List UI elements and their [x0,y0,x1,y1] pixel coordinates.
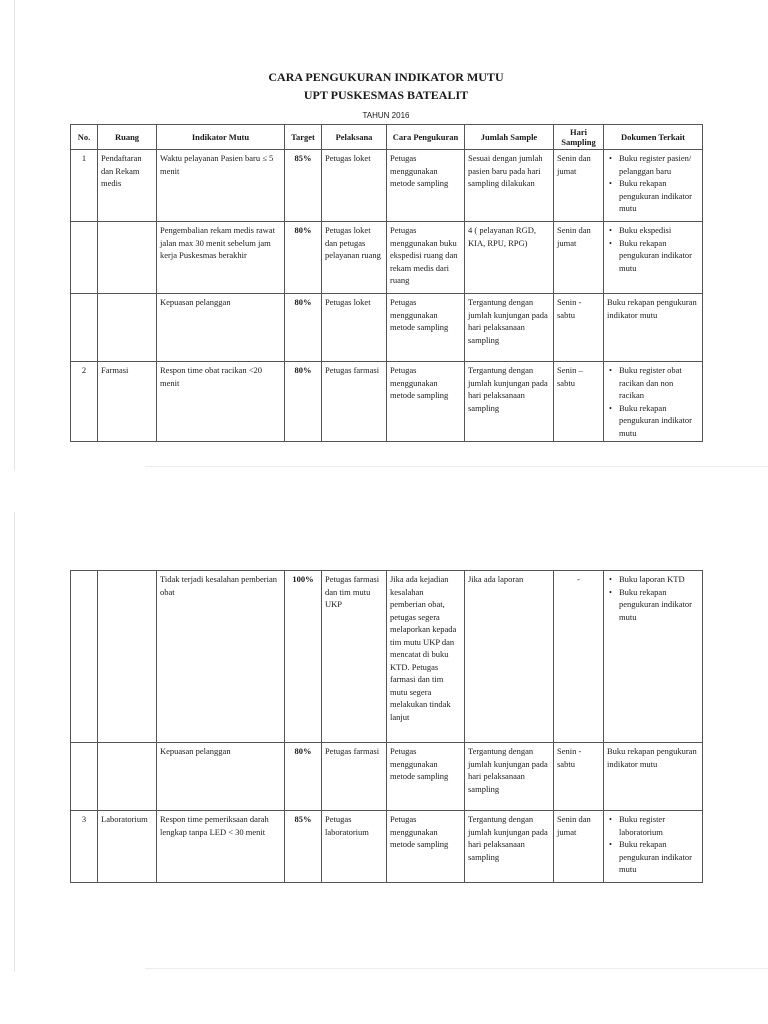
cell-hari: Senin dan jumat [554,222,604,294]
document-year: TAHUN 2016 [362,111,410,120]
page-edge-left [14,512,15,972]
table-row [71,362,703,442]
cell-indikator: Waktu pelayanan Pasien baru ≤ 5 menit [157,150,285,222]
cell-target: 80% [285,362,322,442]
dokumen-list [607,364,699,439]
dokumen-item: • Buku laporan KTD [619,573,699,586]
cell-hari: Senin - sabtu [554,294,604,362]
cell-target: 80% [285,743,322,811]
cell-cara: Petugas menggunakan metode sampling [387,743,465,811]
cell-dokumen [604,150,703,222]
cell-jumlah: Tergantung dengan jumlah kunjungan pada hari pelaksanaan sampling [465,743,554,811]
cell-cara: Petugas menggunakan metode sampling [387,294,465,362]
cell-no [71,222,98,294]
header-pelaksana: Pelaksana [322,125,387,150]
page-edge-left [14,0,15,470]
cell-ruang: Pendaftaran dan Rekam medis [98,150,157,222]
cell-hari: Senin – sabtu [554,362,604,442]
table-row [71,571,703,743]
table-header-row [71,125,703,150]
indicator-table-page-2 [70,570,703,883]
cell-indikator: Respon time obat racikan <20 menit [157,362,285,442]
cell-ruang: Farmasi [98,362,157,442]
cell-ruang [98,294,157,362]
header-hari: Hari Sampling [554,125,604,150]
dokumen-item: • Buku ekspedisi [619,224,699,237]
dokumen-list [607,152,699,215]
cell-ruang: Laboratorium [98,811,157,883]
cell-pelaksana: Petugas loket [322,294,387,362]
table-row [71,222,703,294]
header-indikator: Indikator Mutu [157,125,285,150]
document-page-2 [0,512,768,972]
dokumen-list [607,224,699,274]
header-target: Target [285,125,322,150]
table-row [71,294,703,362]
cell-dokumen [604,362,703,442]
dokumen-item: • Buku register laboratorium [619,813,699,838]
header-jumlah: Jumlah Sample [465,125,554,150]
dokumen-item: • Buku rekapan pengukuran indikator mutu [619,586,699,624]
table-row [71,150,703,222]
cell-hari: Senin - sabtu [554,743,604,811]
cell-target: 80% [285,294,322,362]
table-row [71,743,703,811]
document-page-1 [0,0,768,470]
dokumen-item: • Buku register pasien/ pelanggan baru [619,152,699,177]
cell-hari: Senin dan jumat [554,150,604,222]
cell-cara: Petugas menggunakan metode sampling [387,362,465,442]
cell-target: 80% [285,222,322,294]
document-title-line-2: UPT PUSKESMAS BATEALIT [303,88,469,102]
cell-jumlah: Tergantung dengan jumlah kunjungan pada hari pelaksanaan sampling [465,811,554,883]
cell-no: 1 [71,150,98,222]
dokumen-item: • Buku register obat racikan dan non racikan [619,364,699,402]
cell-no [71,294,98,362]
header-cara: Cara Pengukuran [387,125,465,150]
dokumen-item: • Buku rekapan pengukuran indikator mutu [619,838,699,876]
cell-indikator: Pengembalian rekam medis rawat jalan max 30 menit sebelum jam kerja Puskesmas berakhir [157,222,285,294]
cell-no [71,571,98,743]
dokumen-list [607,573,699,623]
cell-indikator: Tidak terjadi kesalahan pemberian obat [157,571,285,743]
cell-dokumen [604,222,703,294]
cell-cara: Petugas menggunakan buku ekspedisi ruang dan rekam medis dari ruang [387,222,465,294]
cell-jumlah: Jika ada laporan [465,571,554,743]
cell-indikator: Kepuasan pelanggan [157,294,285,362]
cell-dokumen: Buku rekapan pengukuran indikator mutu [604,743,703,811]
cell-dokumen [604,571,703,743]
cell-pelaksana: Petugas laboratorium [322,811,387,883]
header-ruang: Ruang [98,125,157,150]
cell-no: 2 [71,362,98,442]
header-dokumen: Dokumen Terkait [604,125,703,150]
dokumen-item: • Buku rekapan pengukuran indikator mutu [619,237,699,275]
cell-jumlah: Sesuai dengan jumlah pasien baru pada hari sampling dilakukan [465,150,554,222]
dokumen-list [607,813,699,876]
header-no: No. [71,125,98,150]
cell-cara: Petugas menggunakan metode sampling [387,150,465,222]
cell-cara: Jika ada kejadian kesalahan pemberian obat, petugas segera melaporkan kepada tim mutu UKP dan mencatat di buku KTD. Petugas farmasi dan tim mutu segera melakukan tindak lanjut [387,571,465,743]
cell-target: 85% [285,150,322,222]
cell-indikator: Kepuasan pelanggan [157,743,285,811]
document-title-line-1: CARA PENGUKURAN INDIKATOR MUTU [268,70,504,84]
cell-cara: Petugas menggunakan metode sampling [387,811,465,883]
cell-dokumen [604,811,703,883]
cell-hari: - [554,571,604,743]
cell-ruang [98,222,157,294]
cell-ruang [98,743,157,811]
cell-target: 100% [285,571,322,743]
cell-no: 3 [71,811,98,883]
dokumen-item: • Buku rekapan pengukuran indikator mutu [619,402,699,440]
cell-pelaksana: Petugas loket [322,150,387,222]
cell-jumlah: Tergantung dengan jumlah kunjungan pada hari pelaksanaan sampling [465,294,554,362]
cell-target: 85% [285,811,322,883]
dokumen-item: • Buku rekapan pengukuran indikator mutu [619,177,699,215]
page-edge-bottom [145,466,768,467]
cell-indikator: Respon time pemeriksaan darah lengkap tanpa LED < 30 menit [157,811,285,883]
cell-jumlah: Tergantung dengan jumlah kunjungan pada hari pelaksanaan sampling [465,362,554,442]
cell-dokumen: Buku rekapan pengukuran indikator mutu [604,294,703,362]
table-row [71,811,703,883]
cell-pelaksana: Petugas farmasi [322,743,387,811]
page-edge-bottom [145,968,768,969]
cell-pelaksana: Petugas farmasi [322,362,387,442]
cell-pelaksana: Petugas loket dan petugas pelayanan ruang [322,222,387,294]
cell-ruang [98,571,157,743]
cell-jumlah: 4 ( pelayanan RGD, KIA, RPU, RPG) [465,222,554,294]
cell-pelaksana: Petugas farmasi dan tim mutu UKP [322,571,387,743]
indicator-table-page-1 [70,124,703,442]
cell-hari: Senin dan jumat [554,811,604,883]
cell-no [71,743,98,811]
